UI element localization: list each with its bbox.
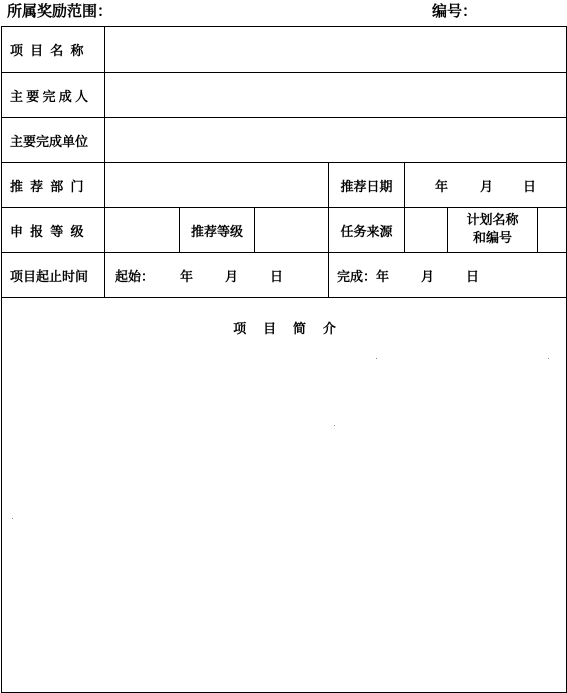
row-project-intro	[2, 298, 567, 693]
row-project-period	[2, 253, 567, 298]
start-year: 年	[180, 269, 194, 285]
project-name-field[interactable]	[105, 27, 567, 73]
recommend-date-year: 年	[435, 179, 449, 195]
scan-speck	[548, 358, 549, 359]
number-label: 编号：	[432, 2, 478, 20]
apply-level-field[interactable]	[105, 208, 180, 253]
start-label: 起始：	[115, 269, 155, 285]
scan-speck	[334, 425, 335, 426]
main-units-field[interactable]	[105, 118, 567, 163]
recommend-date-label: 推荐日期	[329, 163, 405, 208]
main-completers-label: 主要完成人	[2, 73, 105, 118]
award-scope-label: 所属奖励范围：	[7, 2, 113, 20]
end-year: 年	[376, 269, 390, 285]
project-name-label: 项目名称	[2, 27, 105, 73]
recommend-date-month: 月	[480, 179, 494, 195]
apply-level-label: 申报等级	[2, 208, 105, 253]
start-day: 日	[270, 269, 284, 285]
task-source-field[interactable]	[405, 208, 448, 253]
project-form-table	[1, 26, 567, 693]
end-date-field[interactable]	[329, 253, 567, 298]
start-month: 月	[225, 269, 239, 285]
project-intro-title: 项目简介	[233, 322, 353, 337]
recommend-level-field[interactable]	[255, 208, 329, 253]
main-completers-field[interactable]	[105, 73, 567, 118]
end-label: 完成：	[337, 269, 377, 285]
project-intro-field[interactable]	[2, 298, 567, 693]
row-recommend-dept	[2, 163, 567, 208]
recommend-date-field[interactable]	[405, 163, 567, 208]
scan-speck	[12, 518, 13, 519]
end-day: 日	[466, 269, 480, 285]
plan-name-number-field[interactable]	[538, 208, 567, 253]
row-apply-level	[2, 208, 567, 253]
recommend-dept-label: 推荐部门	[2, 163, 105, 208]
task-source-label: 任务来源	[329, 208, 405, 253]
end-month: 月	[421, 269, 435, 285]
recommend-dept-field[interactable]	[105, 163, 329, 208]
row-main-completers	[2, 73, 567, 118]
recommend-level-label: 推荐等级	[180, 208, 255, 253]
main-units-label: 主要完成单位	[2, 118, 105, 163]
row-project-name	[2, 27, 567, 73]
row-main-units	[2, 118, 567, 163]
scan-speck	[376, 358, 377, 359]
start-date-field[interactable]	[105, 253, 329, 298]
recommend-date-day: 日	[523, 179, 537, 195]
plan-name-number-label: 计划名称和编号	[448, 208, 538, 253]
project-period-label: 项目起止时间	[2, 253, 105, 298]
